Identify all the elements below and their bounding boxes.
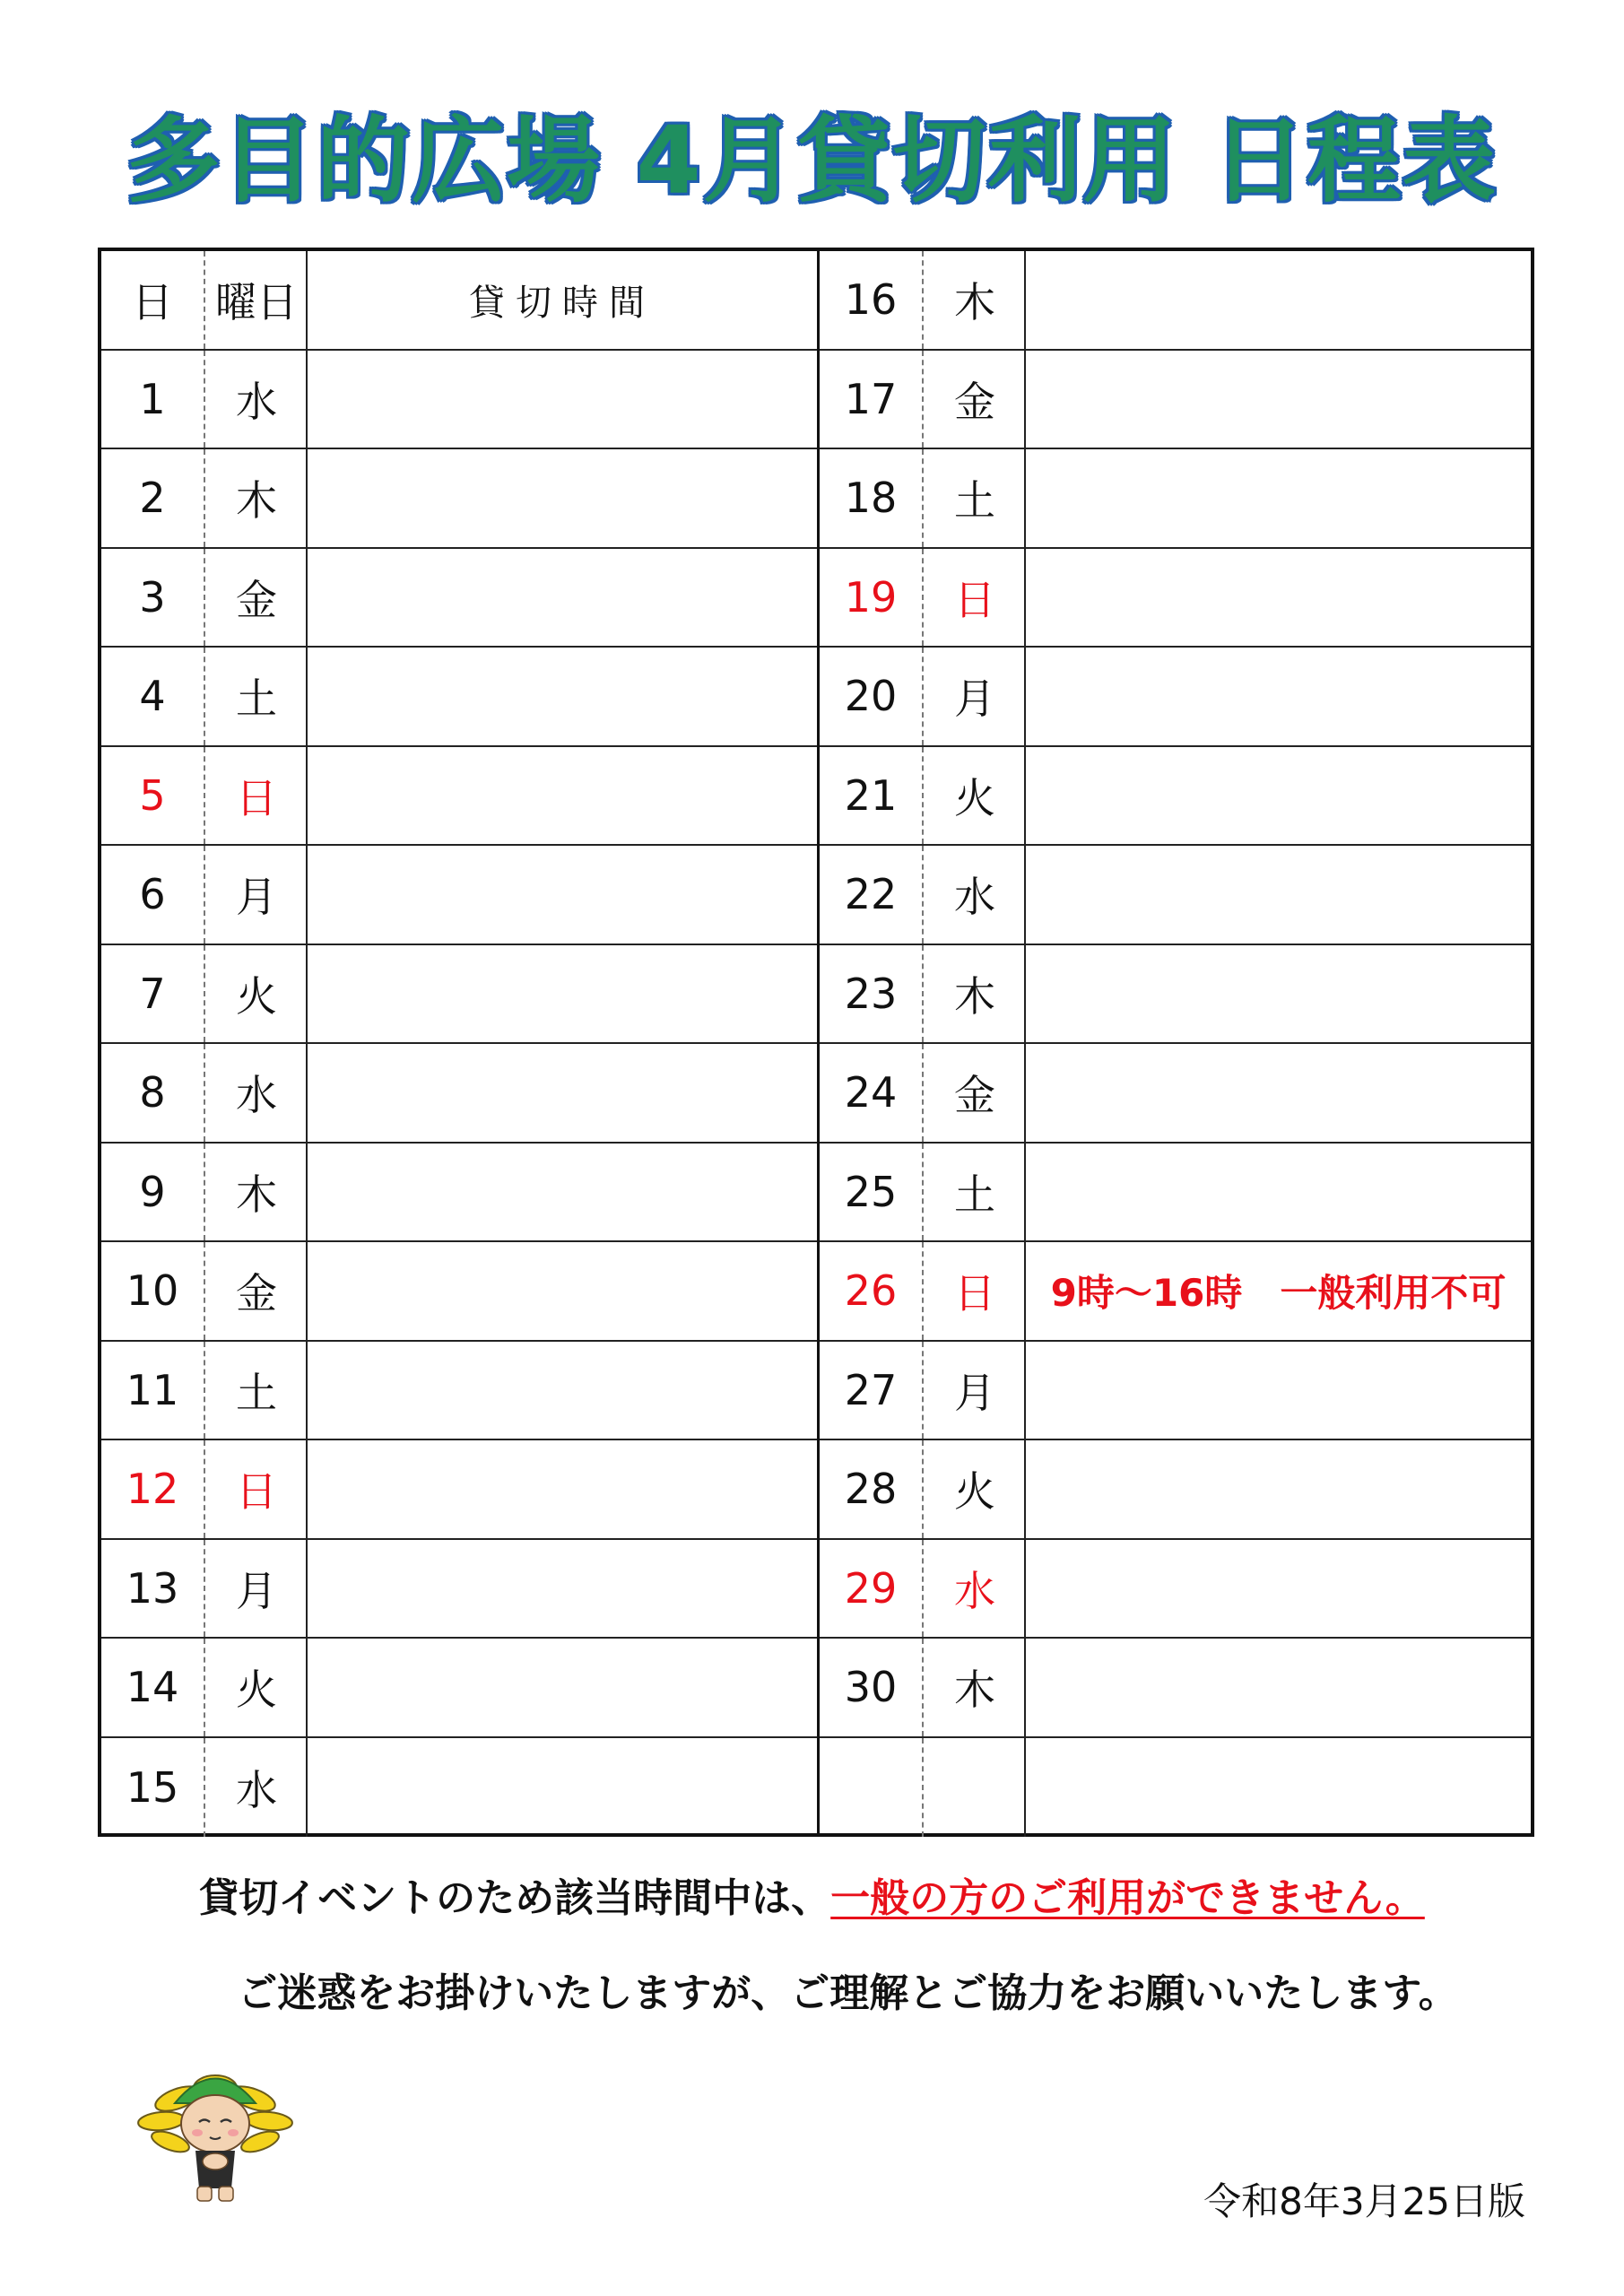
reservation-time-cell [306,1540,817,1638]
table-row [820,846,1531,945]
weekday-cell: 木 [204,1144,308,1241]
reservation-time-cell [306,747,817,845]
reservation-time-cell [306,1242,817,1340]
weekday-cell: 日 [204,1440,308,1538]
day-cell: 14 [126,1663,179,1712]
reservation-time-cell [306,449,817,547]
sunflower-mascot-icon [126,2036,305,2215]
day-cell: 17 [844,374,898,423]
table-row [101,1342,817,1441]
day-cell: 23 [844,969,898,1018]
weekday-cell: 金 [922,351,1026,448]
day-cell: 19 [844,572,898,622]
weekday-cell: 木 [204,449,308,547]
reservation-time-cell [1024,747,1531,845]
notice-emphasis: 一般の方のご利用ができません。 [830,1875,1425,1921]
day-cell: 22 [844,870,898,919]
notice-line-1 [0,1866,1624,1923]
weekday-cell: 水 [204,351,308,448]
day-cell: 29 [844,1563,898,1613]
day-cell: 1 [139,374,166,423]
day-cell: 24 [844,1068,898,1118]
table-row [101,1144,817,1243]
day-cell: 9 [139,1167,166,1216]
table-row [820,1242,1531,1342]
table-row [101,1540,817,1639]
reservation-time-cell [306,1639,817,1736]
reservation-time-cell [1024,1144,1531,1241]
day-cell: 28 [844,1465,898,1514]
weekday-cell: 木 [922,251,1026,349]
weekday-cell: 土 [204,1342,308,1439]
table-row [820,1639,1531,1738]
reservation-time-cell [1024,549,1531,647]
table-row [101,846,817,945]
weekday-cell: 火 [922,747,1026,845]
reservation-time-cell [306,1144,817,1241]
table-row [820,449,1531,549]
weekday-cell [922,1738,1026,1838]
weekday-cell: 木 [922,945,1026,1043]
weekday-cell: 水 [922,846,1026,944]
day-cell: 12 [126,1465,179,1514]
version-date: 令和8年3月25日版 [1203,2179,1525,2223]
day-cell: 13 [126,1563,179,1613]
notice-line-2: ご迷惑をお掛けいたしますが、ご理解とご協力をお願いいたします。 [238,1970,1458,2016]
day-cell: 20 [844,672,898,721]
day-cell: 26 [844,1266,898,1316]
table-row [820,1738,1531,1838]
reservation-time-cell [306,945,817,1043]
weekday-cell: 月 [922,648,1026,745]
weekday-cell: 木 [922,1639,1026,1736]
reservation-time-cell [1024,1044,1531,1142]
table-row [820,1144,1531,1243]
table-row [101,449,817,549]
day-cell: 21 [844,770,898,820]
reservation-time-cell [1024,1738,1531,1838]
reservation-time-cell [1024,1639,1531,1736]
header-weekday: 曜日 [204,251,308,349]
reservation-time-cell [306,1440,817,1538]
weekday-cell: 土 [204,648,308,745]
schedule-right-half [820,251,1531,1833]
day-cell: 2 [139,474,166,523]
weekday-cell: 日 [204,747,308,845]
day-cell: 10 [126,1266,179,1316]
day-cell: 7 [139,969,166,1018]
weekday-cell: 火 [204,945,308,1043]
reservation-time-cell: 9時～16時 一般利用不可 [1024,1242,1531,1340]
weekday-cell: 金 [204,1242,308,1340]
day-cell: 18 [844,474,898,523]
day-cell: 6 [139,870,166,919]
reservation-time-cell [1024,351,1531,448]
weekday-cell: 土 [922,1144,1026,1241]
day-cell: 15 [126,1762,179,1812]
schedule-left-half [101,251,820,1833]
reservation-time-cell [306,846,817,944]
weekday-cell: 月 [204,1540,308,1638]
reservation-time-cell [1024,846,1531,944]
day-cell: 30 [844,1663,898,1712]
day-cell: 3 [139,572,166,622]
table-row [101,648,817,747]
reservation-time-cell [306,1738,817,1838]
day-cell: 25 [844,1167,898,1216]
table-row [820,747,1531,847]
header-time: 貸切時間 [306,251,817,349]
reservation-time-cell [1024,1540,1531,1638]
day-cell: 16 [844,275,898,325]
table-row [101,1440,817,1540]
weekday-cell: 水 [204,1044,308,1142]
page-title: 多目的広場 4月貸切利用 日程表 [126,106,1498,215]
notice-prefix: 貸切イベントのため該当時間中は、 [199,1875,831,1921]
weekday-cell: 水 [204,1738,308,1838]
table-row [101,945,817,1045]
weekday-cell: 火 [922,1440,1026,1538]
day-cell: 4 [139,672,166,721]
table-row [820,549,1531,648]
reservation-time-cell [1024,1440,1531,1538]
table-row [820,1440,1531,1540]
table-row [101,1738,817,1838]
day-cell: 11 [126,1365,179,1414]
table-row [101,747,817,847]
table-row [820,1540,1531,1639]
table-row [820,945,1531,1045]
table-row [101,1242,817,1342]
weekday-cell: 火 [204,1639,308,1736]
weekday-cell: 金 [922,1044,1026,1142]
weekday-cell: 水 [922,1540,1026,1638]
table-header-row [101,251,817,351]
reservation-time-cell [306,648,817,745]
reservation-time-cell [1024,251,1531,349]
reservation-time-cell [306,1044,817,1142]
reservation-time-cell [306,549,817,647]
schedule-table [98,248,1534,1837]
day-cell: 5 [139,770,166,820]
table-row [101,351,817,450]
reservation-time-cell [1024,945,1531,1043]
table-row [820,351,1531,450]
day-cell: 8 [139,1068,166,1118]
reservation-time-cell [306,351,817,448]
table-row [820,648,1531,747]
weekday-cell: 月 [204,846,308,944]
table-row [101,1044,817,1144]
table-row [820,251,1531,351]
weekday-cell: 日 [922,549,1026,647]
weekday-cell: 土 [922,449,1026,547]
weekday-cell: 月 [922,1342,1026,1439]
table-row [101,1639,817,1738]
reservation-time-cell [1024,648,1531,745]
header-day: 日 [132,278,173,327]
weekday-cell: 日 [922,1242,1026,1340]
day-cell: 27 [844,1365,898,1414]
weekday-cell: 金 [204,549,308,647]
reservation-time-cell [1024,1342,1531,1439]
reservation-time-cell [306,1342,817,1439]
table-row [820,1342,1531,1441]
table-row [101,549,817,648]
day-cell [820,1738,922,1838]
reservation-time-cell [1024,449,1531,547]
table-row [820,1044,1531,1144]
